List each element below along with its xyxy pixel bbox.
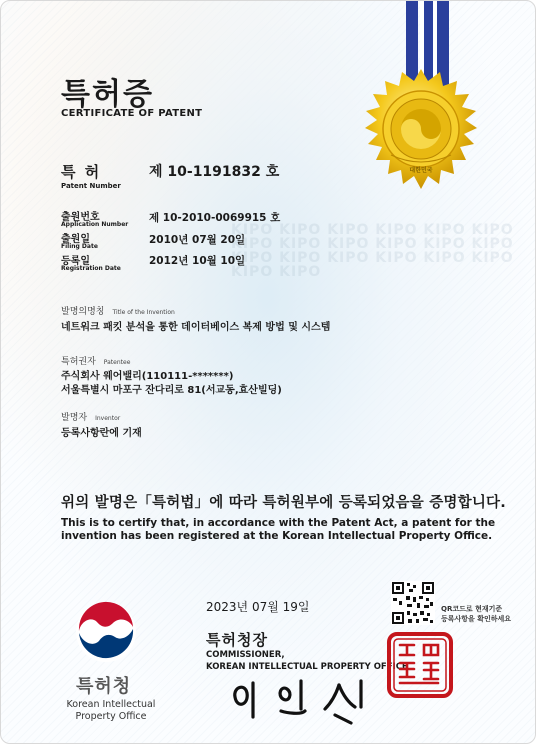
patentee-name: 주식회사 웨어밸리(110111-*******): [61, 371, 234, 382]
commissioner-line2: KOREAN INTELLECTUAL PROPERTY OFFICE: [206, 662, 408, 672]
kipo-logo-en-line1: Korean Intellectual: [66, 699, 156, 710]
qr-note-line1: QR코드로 현재기준: [441, 605, 503, 613]
patentee-label-ko: 특허권자: [61, 357, 96, 367]
certificate-title-en: CERTIFICATE OF PATENT: [61, 108, 203, 119]
declaration-ko: 위의 발명은「특허법」에 따라 특허원부에 등록되었음을 증명합니다.: [61, 495, 506, 511]
inventor-label: [61, 410, 120, 423]
registration-date: 2012년 10월 10일: [149, 255, 246, 267]
patent-label: 특 허: [61, 163, 102, 181]
filing-date-label-en: Filing Date: [61, 243, 98, 250]
inventor-label-ko: 발명자: [61, 413, 88, 423]
kipo-logo-en-line2: Property Office: [75, 711, 147, 722]
filing-date-label: 출원일: [61, 234, 90, 245]
background-watermark: KIPO KIPO KIPO KIPO KIPO KIPO KIPO KIPO KIPO KIPO KIPO KIPO KIPO KIPO KIPO KIPO KIPO KIPO KIPO KIPO: [231, 223, 514, 280]
invention-label: [61, 304, 175, 317]
patentee-address: 서울특별시 마포구 잔다리로 81(서교동,효산빌딩): [61, 385, 282, 396]
registration-date-label-en: Registration Date: [61, 265, 121, 272]
inventor-value: 등록사항란에 기재: [61, 428, 142, 439]
certificate-title: 특허증: [61, 77, 154, 112]
inventor-label-en: Inventor: [95, 415, 121, 422]
official-red-stamp: [386, 631, 454, 699]
commissioner-title: 특허청장: [206, 631, 268, 649]
patent-number: 제 10-1191832 호: [149, 164, 280, 180]
filing-date: 2010년 07월 20일: [149, 234, 246, 246]
declaration-en: This is to certify that, in accordance with the Patent Act, a patent for the invention has been registered at the Korean Intellectual Property Office.: [61, 517, 496, 542]
registration-date-label: 등록일: [61, 256, 90, 267]
invention-label-ko: 발명의명칭: [61, 307, 105, 317]
kipo-logo-name: 특허청: [76, 676, 132, 697]
patentee-label: [61, 354, 130, 367]
invention-label-en: Title of the Invention: [112, 309, 175, 316]
application-label: 출원번호: [61, 212, 100, 223]
commissioner-signature: [231, 677, 381, 727]
application-label-en: Application Number: [61, 221, 129, 228]
patent-label-en: Patent Number: [61, 182, 121, 190]
commissioner-line1: COMMISSIONER,: [206, 650, 285, 660]
invention-title: 네트워크 패킷 분석을 통한 데이터베이스 복제 방법 및 시스템: [61, 322, 331, 333]
issue-date: 2023년 07월 19일: [206, 600, 310, 614]
qr-note: [441, 604, 511, 624]
commissioner-title-en: [206, 649, 408, 673]
qr-code[interactable]: [391, 581, 435, 625]
kipo-logo-en: [56, 699, 166, 723]
qr-note-line2: 등록사항을 확인하세요: [441, 615, 512, 623]
application-number: 제 10-2010-0069915 호: [149, 212, 281, 224]
seal-text: 대한민국: [409, 167, 433, 174]
patentee-label-en: Patentee: [103, 359, 131, 366]
gold-seal: [351, 67, 491, 207]
